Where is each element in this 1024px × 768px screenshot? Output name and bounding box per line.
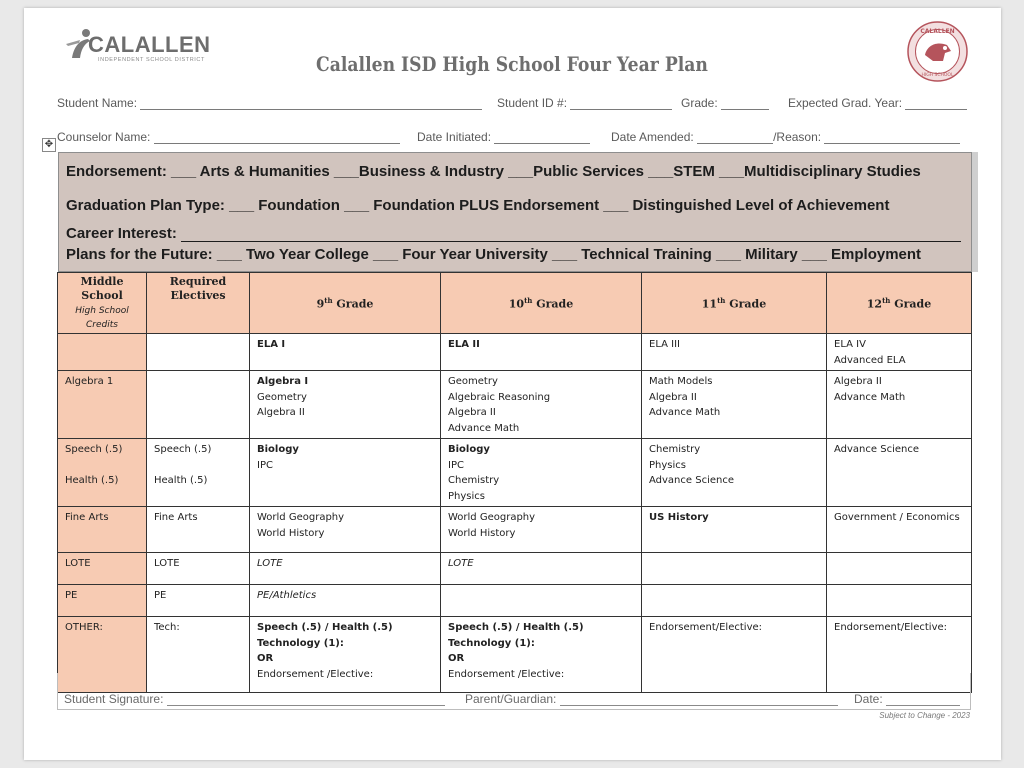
lote-g11-cell[interactable] <box>642 553 827 585</box>
header-grade-9 <box>250 273 441 334</box>
table-move-handle-icon[interactable]: ✥ <box>42 138 56 152</box>
science-g10-cell[interactable] <box>441 439 642 507</box>
grade-12-word: Grade <box>894 297 932 311</box>
grade-11-number: 11 <box>701 297 718 311</box>
subject-to-change-note: Subject to Change - 2023 <box>879 711 970 720</box>
grade-field[interactable] <box>681 96 769 110</box>
reason-line[interactable] <box>824 131 960 144</box>
social-g9-line: World History <box>257 527 325 539</box>
ela-ms-cell[interactable] <box>58 334 147 371</box>
science-ms-line: Health (.5) <box>65 474 119 486</box>
header-grade-11 <box>642 273 827 334</box>
logo-subtext: INDEPENDENT SCHOOL DISTRICT <box>98 57 205 63</box>
science-g9-cell[interactable] <box>250 439 441 507</box>
math-g11-line: Math Models <box>649 376 713 387</box>
science-g10-line: Biology <box>448 444 490 455</box>
science-g10-line: IPC <box>448 459 464 471</box>
career-interest-line <box>66 225 961 242</box>
ela-g12-line: Advanced ELA <box>834 354 906 366</box>
career-interest-input-line[interactable] <box>181 226 961 242</box>
pe-g11-cell[interactable] <box>642 585 827 617</box>
header-grade-10 <box>441 273 642 334</box>
header-required-electives: Required Electives <box>147 273 250 334</box>
student-name-line[interactable] <box>140 97 482 110</box>
table-row <box>58 334 972 371</box>
science-g12-cell[interactable]: Advance Science <box>827 439 972 507</box>
ela-g10-cell[interactable]: ELA II <box>441 334 642 371</box>
logo-text: CALALLEN <box>88 32 211 57</box>
social-g9-cell[interactable] <box>250 507 441 553</box>
other-g9-line: Endorsement /Elective: <box>257 668 374 680</box>
date-initiated-field[interactable] <box>417 130 590 144</box>
student-id-line[interactable] <box>570 97 672 110</box>
grade-11-word: Grade <box>729 297 767 311</box>
endorsement-line: Endorsement: ___ Arts & Humanities ___Business & Industry ___Public Services ___STEM ___Multidisciplinary Studies <box>66 163 921 180</box>
header-grade-12 <box>827 273 972 334</box>
date-label: Date: <box>854 692 883 706</box>
science-ms-line: Speech (.5) <box>65 444 123 455</box>
career-interest-label: Career Interest: <box>66 225 177 242</box>
date-line[interactable] <box>886 693 960 706</box>
plan-type-line: Graduation Plan Type: ___ Foundation ___ Foundation PLUS Endorsement ___ Distinguished Level of Achievement <box>66 197 890 214</box>
math-g10-cell[interactable] <box>441 371 642 439</box>
grade-10-number: 10 <box>508 297 525 311</box>
grade-line[interactable] <box>721 97 769 110</box>
lote-g12-cell[interactable] <box>827 553 972 585</box>
math-g11-line: Algebra II <box>649 391 697 403</box>
hs-credits-label: High School Credits <box>75 306 129 330</box>
social-re-cell[interactable]: Fine Arts <box>147 507 250 553</box>
science-re-line: Speech (.5) <box>154 444 212 455</box>
grade-9-number: 9 <box>316 297 325 311</box>
science-re-cell[interactable] <box>147 439 250 507</box>
math-g9-cell[interactable] <box>250 371 441 439</box>
plan-options-box <box>58 152 972 272</box>
other-g9-line: OR <box>257 653 274 664</box>
pe-ms-cell[interactable]: PE <box>58 585 147 617</box>
date-initiated-line[interactable] <box>494 131 590 144</box>
math-g12-line: Algebra II <box>834 376 882 387</box>
header-middle-school <box>58 273 147 334</box>
table-header-row <box>58 273 972 334</box>
student-signature-label: Student Signature: <box>64 692 164 706</box>
lote-re-cell[interactable]: LOTE <box>147 553 250 585</box>
expected-grad-year-line[interactable] <box>905 97 967 110</box>
page-title: Calallen ISD High School Four Year Plan <box>316 52 708 76</box>
pe-g9-cell[interactable]: PE/Athletics <box>250 585 441 617</box>
table-row <box>58 585 972 617</box>
table-row <box>58 553 972 585</box>
ela-g12-cell[interactable] <box>827 334 972 371</box>
table-row <box>58 439 972 507</box>
four-year-plan-table <box>57 272 972 693</box>
math-g9-line: Algebra I <box>257 376 309 387</box>
plans-future-line: Plans for the Future: ___ Two Year College ___ Four Year University ___ Technical Training ___ Military ___ Employment <box>66 246 922 263</box>
other-g9-line: Technology (1): <box>257 637 344 649</box>
date-initiated-label: Date Initiated: <box>417 130 492 144</box>
science-g11-cell[interactable] <box>642 439 827 507</box>
math-g12-cell[interactable] <box>827 371 972 439</box>
science-ms-cell[interactable] <box>58 439 147 507</box>
counselor-name-line[interactable] <box>154 131 400 144</box>
lote-ms-cell[interactable]: LOTE <box>58 553 147 585</box>
social-g10-cell[interactable] <box>441 507 642 553</box>
pe-re-cell[interactable]: PE <box>147 585 250 617</box>
social-g9-line: World Geography <box>257 512 345 523</box>
math-g10-line: Algebra II <box>448 407 496 418</box>
science-g11-line: Physics <box>649 459 686 471</box>
social-g11-cell[interactable]: US History <box>642 507 827 553</box>
parent-guardian-field[interactable] <box>465 692 838 706</box>
student-signature-field[interactable] <box>64 692 445 706</box>
grade-11-suffix: th <box>717 296 726 306</box>
other-g10-line: Speech (.5) / Health (.5) <box>448 622 584 633</box>
social-g12-cell[interactable]: Government / Economics <box>827 507 972 553</box>
table-row <box>58 371 972 439</box>
math-re-cell[interactable] <box>147 371 250 439</box>
math-g10-line: Algebraic Reasoning <box>448 391 551 403</box>
grade-10-suffix: th <box>524 296 533 306</box>
ela-g12-line: ELA IV <box>834 339 866 350</box>
social-g10-line: World Geography <box>448 512 536 523</box>
date-amended-label: Date Amended: <box>611 130 694 144</box>
science-g10-line: Physics <box>448 490 485 502</box>
parent-guardian-line[interactable] <box>560 693 838 706</box>
other-ms-cell[interactable]: OTHER: <box>58 617 147 693</box>
other-g10-line: Endorsement /Elective: <box>448 668 565 680</box>
expected-grad-year-field[interactable] <box>788 96 967 110</box>
science-g11-line: Advance Science <box>649 475 734 486</box>
science-re-line: Health (.5) <box>154 474 208 486</box>
seal-top-text: CALALLEN <box>920 28 955 35</box>
parent-guardian-label: Parent/Guardian: <box>465 692 557 706</box>
other-g12-cell[interactable]: Endorsement/Elective: <box>827 617 972 693</box>
student-name-label: Student Name: <box>57 96 138 110</box>
science-g11-line: Chemistry <box>649 444 701 455</box>
grade-10-word: Grade <box>536 297 574 311</box>
ela-re-cell[interactable] <box>147 334 250 371</box>
other-g11-cell[interactable]: Endorsement/Elective: <box>642 617 827 693</box>
counselor-name-field[interactable] <box>57 130 400 144</box>
student-signature-line[interactable] <box>167 693 445 706</box>
ela-g9-cell[interactable]: ELA I <box>250 334 441 371</box>
grade-9-suffix: th <box>324 296 333 306</box>
math-g10-line: Geometry <box>448 376 498 387</box>
expected-grad-year-label: Expected Grad. Year: <box>788 96 903 110</box>
math-g12-line: Advance Math <box>834 391 906 403</box>
math-ms-cell[interactable]: Algebra 1 <box>58 371 147 439</box>
date-amended-line[interactable] <box>697 131 773 144</box>
other-re-cell[interactable]: Tech: <box>147 617 250 693</box>
middle-school-label: Middle School <box>80 275 124 302</box>
science-g9-line: Biology <box>257 444 299 455</box>
other-g9-line: Speech (.5) / Health (.5) <box>257 622 393 633</box>
reason-label: /Reason: <box>773 130 822 144</box>
math-g11-line: Advance Math <box>649 407 721 418</box>
ela-g11-cell[interactable]: ELA III <box>642 334 827 371</box>
counselor-name-label: Counselor Name: <box>57 130 151 144</box>
grade-9-word: Grade <box>336 297 374 311</box>
pe-g10-cell[interactable] <box>441 585 642 617</box>
science-g10-line: Chemistry <box>448 475 500 486</box>
date-field[interactable] <box>854 692 960 706</box>
grade-label: Grade: <box>681 96 718 110</box>
calallen-seal-icon <box>907 21 968 82</box>
grade-12-number: 12 <box>866 297 883 311</box>
pe-g12-cell[interactable] <box>827 585 972 617</box>
lote-g9-cell[interactable]: LOTE <box>250 553 441 585</box>
seal-bottom-text: HIGH SCHOOL <box>921 73 954 78</box>
student-name-field[interactable] <box>57 96 482 110</box>
other-g10-line: OR <box>448 653 465 664</box>
lote-g10-cell[interactable]: LOTE <box>441 553 642 585</box>
other-g10-line: Technology (1): <box>448 637 535 649</box>
student-id-label: Student ID #: <box>497 96 568 110</box>
grade-12-suffix: th <box>882 296 891 306</box>
social-g10-line: World History <box>448 527 516 539</box>
math-g9-line: Algebra II <box>257 407 305 418</box>
social-ms-cell[interactable]: Fine Arts <box>58 507 147 553</box>
math-g11-cell[interactable] <box>642 371 827 439</box>
science-g9-line: IPC <box>257 459 273 471</box>
math-g9-line: Geometry <box>257 391 307 403</box>
math-g10-line: Advance Math <box>448 422 520 434</box>
table-row <box>58 507 972 553</box>
date-amended-field[interactable] <box>611 130 960 144</box>
student-id-field[interactable] <box>497 96 672 110</box>
